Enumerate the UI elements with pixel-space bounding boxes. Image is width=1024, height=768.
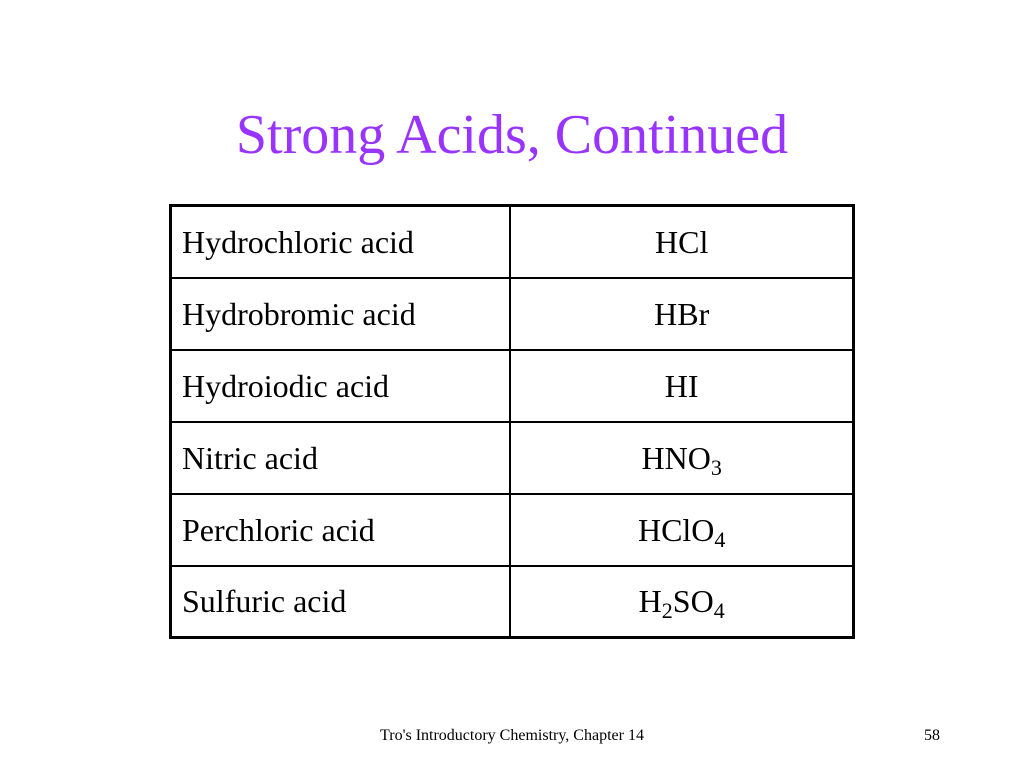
formula-part: SO bbox=[672, 583, 714, 620]
strong-acids-table bbox=[169, 204, 855, 639]
formula-part: HNO bbox=[641, 439, 711, 476]
acid-formula bbox=[510, 494, 853, 566]
acid-name: Nitric acid bbox=[171, 422, 511, 494]
formula-subscript: 3 bbox=[710, 454, 722, 480]
acid-name: Hydrobromic acid bbox=[171, 278, 511, 350]
acid-row bbox=[171, 494, 854, 566]
formula-part: HI bbox=[664, 367, 699, 404]
formula-subscript: 2 bbox=[661, 598, 673, 624]
formula-part: H bbox=[638, 583, 662, 620]
acid-name: Hydroiodic acid bbox=[171, 350, 511, 422]
acid-name: Perchloric acid bbox=[171, 494, 511, 566]
slide-title: Strong Acids, Continued bbox=[235, 104, 789, 166]
acid-formula bbox=[510, 566, 853, 638]
acid-formula bbox=[510, 422, 853, 494]
acid-row bbox=[171, 350, 854, 422]
formula-part: HBr bbox=[654, 295, 710, 332]
acid-row bbox=[171, 278, 854, 350]
acid-name: Hydrochloric acid bbox=[171, 206, 511, 278]
strong-acids-table-body bbox=[171, 206, 854, 638]
acid-row bbox=[171, 206, 854, 278]
slide-number: 58 bbox=[924, 727, 940, 744]
acid-row bbox=[171, 422, 854, 494]
acid-name: Sulfuric acid bbox=[171, 566, 511, 638]
slide-footer: Tro's Introductory Chemistry, Chapter 14 bbox=[380, 727, 644, 744]
acid-formula bbox=[510, 278, 853, 350]
acid-row bbox=[171, 566, 854, 638]
formula-subscript: 4 bbox=[714, 526, 726, 552]
acid-formula bbox=[510, 206, 853, 278]
acid-formula bbox=[510, 350, 853, 422]
formula-subscript: 4 bbox=[713, 598, 725, 624]
formula-part: HCl bbox=[655, 223, 709, 260]
formula-part: HClO bbox=[637, 511, 715, 548]
